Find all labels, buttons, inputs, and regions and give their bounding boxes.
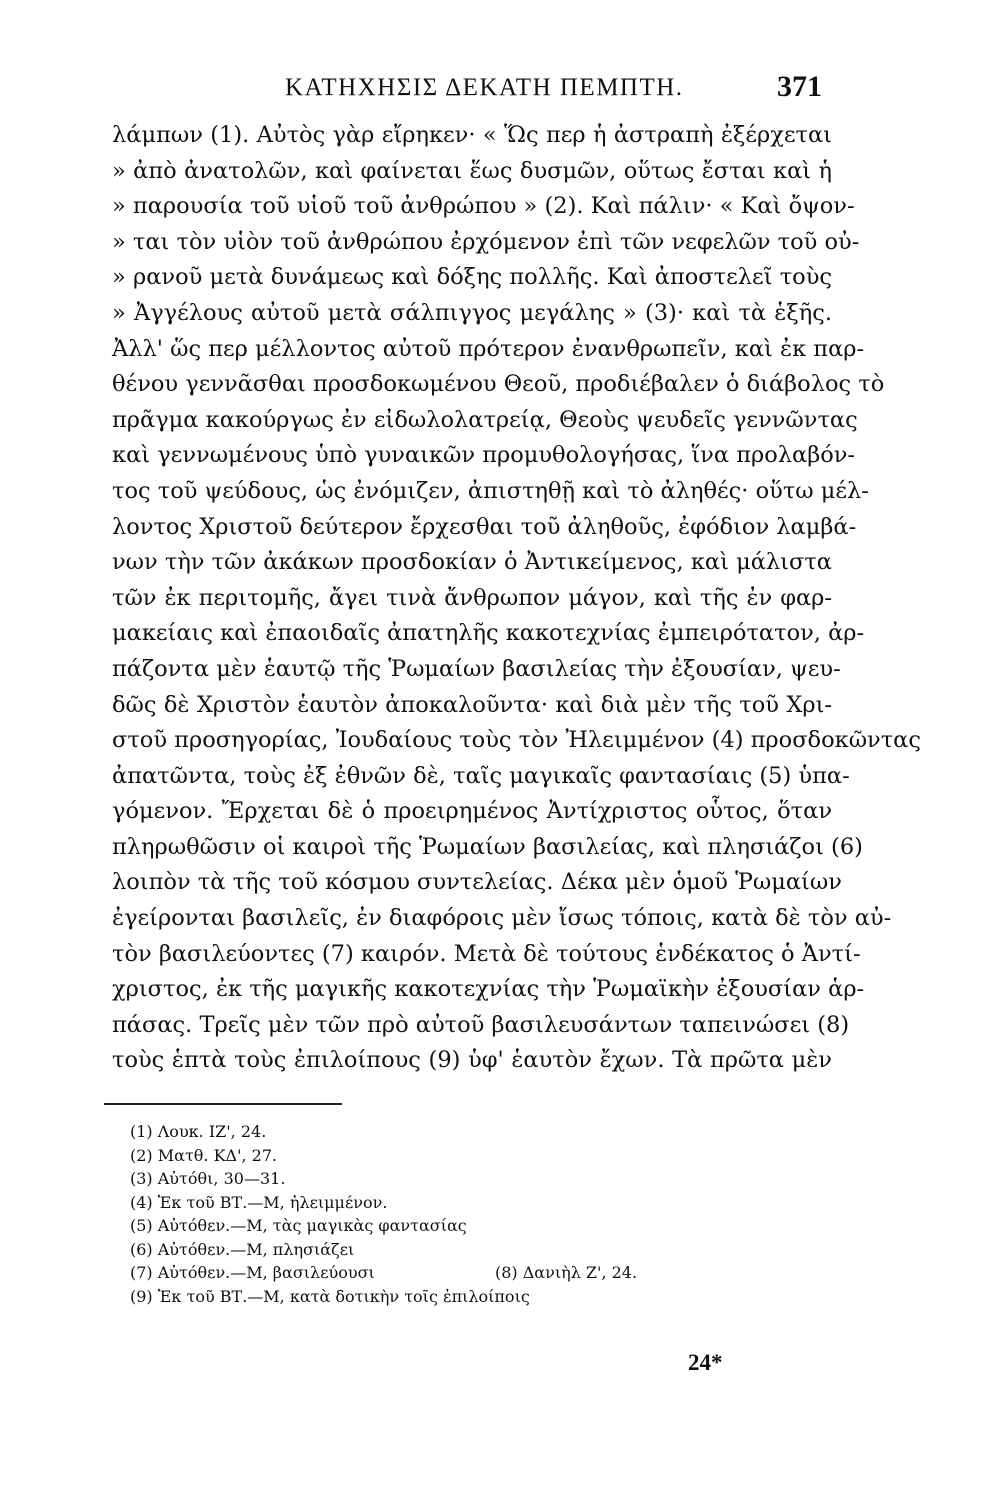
body-line: γόμενον. Ἔρχεται δὲ ὁ προειρημένος Ἀντίχριστος οὗτος, ὅταν bbox=[112, 798, 832, 825]
body-line: δῶς δὲ Χριστὸν ἑαυτὸν ἀποκαλοῦντα· καὶ διὰ μὲν τῆς τοῦ Χρι- bbox=[112, 691, 832, 718]
body-line: » παρουσία τοῦ υἱοῦ τοῦ ἀνθρώπου » (2). Καὶ πάλιν· « Καὶ ὄψον- bbox=[112, 193, 855, 220]
body-line: πάζοντα μὲν ἑαυτῷ τῆς Ῥωμαίων βασιλείας τὴν ἐξουσίαν, ψευ- bbox=[112, 655, 841, 682]
body-line: στοῦ προσηγορίας, Ἰουδαίους τοὺς τὸν Ἠλειμμένον (4) προσδοκῶντας bbox=[112, 727, 921, 754]
signature-mark: 24* bbox=[688, 1350, 723, 1375]
body-line: πληρωθῶσιν οἱ καιροὶ τῆς Ῥωμαίων βασιλείας, καὶ πλησιάζοι (6) bbox=[112, 833, 863, 860]
footnote-text: (4) Ἐκ τοῦ ΒΤ.—Μ, ἠλειμμένον. bbox=[130, 1192, 388, 1212]
footnote-text: (3) Αὐτόθι, 30—31. bbox=[130, 1169, 286, 1188]
body-line: » Ἀγγέλους αὐτοῦ μετὰ σάλπιγγος μεγάλης » (3)· καὶ τὰ ἑξῆς. bbox=[112, 299, 832, 326]
footnote bbox=[130, 1238, 690, 1262]
footnote-text: (5) Αὐτόθεν.—Μ, τὰς μαγικὰς φαντασίας bbox=[130, 1216, 467, 1235]
body-text bbox=[112, 118, 921, 1079]
body-line: λοντος Χριστοῦ δεύτερον ἔρχεσθαι τοῦ ἀληθοῦς, ἐφόδιον λαμβά- bbox=[112, 513, 857, 540]
running-title: ΚΑΤΗΧΗΣΙΣ ΔΕΚΑΤΗ ΠΕΜΠΤΗ. bbox=[285, 74, 684, 101]
body-line: λοιπὸν τὰ τῆς τοῦ κόσμου συντελείας. Δέκα μὲν ὁμοῦ Ῥωμαίων bbox=[112, 869, 842, 896]
footnote-text: (6) Αὐτόθεν.—Μ, πλησιάζει bbox=[130, 1239, 355, 1259]
footnote bbox=[130, 1285, 690, 1309]
body-line: ἀπατῶντα, τοὺς ἐξ ἐθνῶν δὲ, ταῖς μαγικαῖς φαντασίαις (5) ὑπα- bbox=[112, 762, 850, 789]
body-line: ἐγείρονται βασιλεῖς, ἐν διαφόροις μὲν ἴσως τόποις, κατὰ δὲ τὸν αὐ- bbox=[112, 905, 892, 932]
body-line: χριστος, ἐκ τῆς μαγικῆς κακοτεχνίας τὴν Ῥωμαϊκὴν ἐξουσίαν ἁρ- bbox=[112, 976, 865, 1003]
footnote bbox=[130, 1261, 690, 1285]
page-number: 371 bbox=[777, 70, 822, 103]
body-line: καὶ γεννωμένους ὑπὸ γυναικῶν προμυθολογήσας, ἵνα προλαβόν- bbox=[112, 442, 856, 469]
body-line: νων τὴν τῶν ἀκάκων προσδοκίαν ὁ Ἀντικείμενος, καὶ μάλιστα bbox=[112, 549, 832, 576]
body-line: μακείαις καὶ ἐπαοιδαῖς ἀπατηλῆς κακοτεχνίας ἐμπειρότατον, ἀρ- bbox=[112, 620, 865, 647]
footnote bbox=[130, 1120, 690, 1144]
body-line: λάμπων (1). Αὐτὸς γὰρ εἴρηκεν· « Ὥς περ ἡ ἀστραπὴ ἐξέρχεται bbox=[112, 122, 832, 148]
body-line: τοὺς ἑπτὰ τοὺς ἐπιλοίπους (9) ὑφ' ἑαυτὸν ἔχων. Τὰ πρῶτα μὲν bbox=[112, 1047, 832, 1074]
body-line: τος τοῦ ψεύδους, ὡς ἐνόμιζεν, ἀπιστηθῇ καὶ τὸ ἀληθές· οὕτω μέλ- bbox=[112, 477, 869, 504]
footnote-text: (1) Λουκ. ΙΖ', 24. bbox=[130, 1122, 267, 1141]
body-line: πάσας. Τρεῖς μὲν τῶν πρὸ αὐτοῦ βασιλευσάντων ταπεινώσει (8) bbox=[112, 1011, 850, 1038]
body-line: Ἀλλ' ὥς περ μέλλοντος αὐτοῦ πρότερον ἐνανθρωπεῖν, καὶ ἐκ παρ- bbox=[112, 335, 865, 362]
body-line: » ρανοῦ μετὰ δυνάμεως καὶ δόξης πολλῆς. Καὶ ἀποστελεῖ τοὺς bbox=[112, 264, 832, 291]
footnotes bbox=[130, 1120, 690, 1308]
footnote bbox=[130, 1167, 690, 1191]
footnote-text: (2) Ματθ. ΚΔ', 27. bbox=[130, 1145, 278, 1165]
body-line: πρᾶγμα κακούργως ἐν εἰδωλολατρείᾳ, Θεοὺς ψευδεῖς γεννῶντας bbox=[112, 406, 858, 433]
footnote-text: (9) Ἐκ τοῦ ΒΤ.—Μ, κατὰ δοτικὴν τοῖς ἐπιλοίποις bbox=[130, 1286, 530, 1306]
footnote bbox=[130, 1191, 690, 1215]
body-line: » ἀπὸ ἀνατολῶν, καὶ φαίνεται ἕως δυσμῶν, οὕτως ἔσται καὶ ἡ bbox=[112, 157, 832, 184]
body-line: τῶν ἐκ περιτομῆς, ἄγει τινὰ ἄνθρωπον μάγον, καὶ τῆς ἐν φαρ- bbox=[112, 584, 832, 611]
footnote-text: (7) Αὐτόθεν.—Μ, βασιλεύουσι bbox=[130, 1263, 375, 1282]
body-line: τὸν βασιλεύοντες (7) καιρόν. Μετὰ δὲ τούτους ἑνδέκατος ὁ Ἀντί- bbox=[112, 940, 861, 967]
body-line: θένου γεννᾶσθαι προσδοκωμένου Θεοῦ, προδιέβαλεν ὁ διάβολος τὸ bbox=[112, 371, 885, 398]
footnote-text: (8) Δανιὴλ Ζ', 24. bbox=[495, 1263, 638, 1282]
page-header bbox=[110, 66, 822, 106]
footnote-rule bbox=[104, 1103, 342, 1105]
footnote bbox=[130, 1214, 690, 1238]
footnote bbox=[130, 1144, 690, 1168]
body-line: » ται τὸν υἱὸν τοῦ ἀνθρώπου ἐρχόμενον ἐπὶ τῶν νεφελῶν τοῦ οὐ- bbox=[112, 228, 860, 255]
